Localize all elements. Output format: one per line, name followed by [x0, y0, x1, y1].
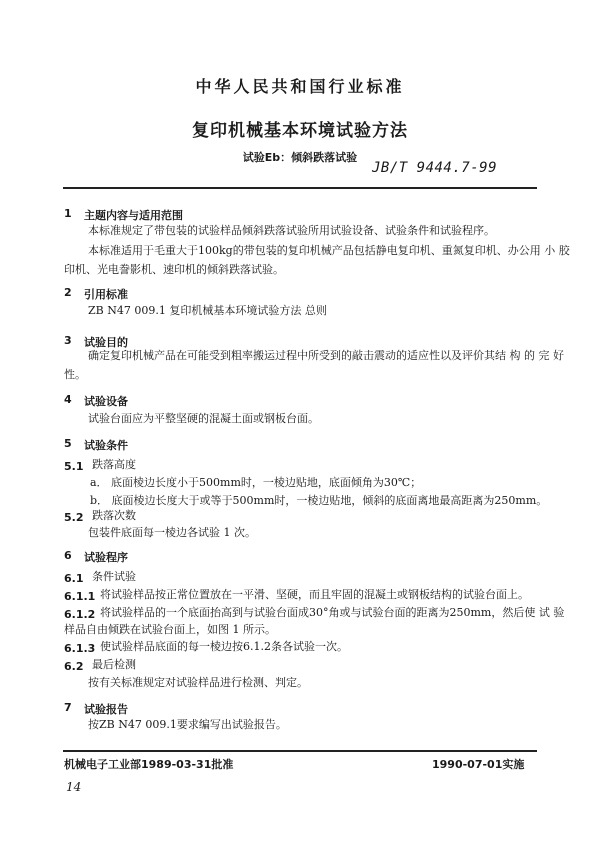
section-5-1-item-b: b． 底面棱边长度大于或等于500mm时，一棱边贴地，倾斜的底面离地最高距离为250mm。: [90, 494, 548, 507]
section-1-para-2a: 本标准适用于毛重大于100kg的带包装的复印机械产品包括静电复印机、重氮复印机、办公用 小 胶: [88, 244, 570, 257]
section-6-2-title: 最后检测: [92, 658, 136, 671]
section-5-2-title: 跌落次数: [92, 509, 136, 522]
section-5-2-number: 5.2: [64, 511, 84, 524]
section-6-2-para: 按有关标准规定对试验样品进行检测、判定。: [88, 676, 308, 689]
document-subtitle: 试验Eb：倾斜跌落试验: [242, 151, 358, 164]
section-6-heading: 试验程序: [84, 551, 128, 564]
section-6-1-2-text-a: 将试验样品的一个底面抬高到与试验台面成30°角或与试验台面的距离为250mm，然后使 试 验: [100, 606, 565, 619]
footer-divider: [63, 750, 537, 752]
section-7-number: 7: [64, 701, 72, 714]
section-3-para-1a: 确定复印机械产品在可能受到粗率搬运过程中所受到的敲击震动的适应性以及评价其结 构 的 完 好: [88, 349, 564, 362]
section-4-para-1: 试验台面应为平整坚硬的混凝土面或钢板台面。: [88, 412, 319, 425]
section-6-1-2-number: 6.1.2: [64, 608, 96, 621]
section-6-1-3-number: 6.1.3: [64, 642, 96, 655]
section-3-number: 3: [64, 334, 72, 347]
section-6-number: 6: [64, 549, 72, 562]
section-5-1-number: 5.1: [64, 460, 84, 473]
document-title: 复印机械基本环境试验方法: [192, 121, 408, 141]
section-2-heading: 引用标准: [84, 288, 128, 301]
section-3-heading: 试验目的: [84, 336, 128, 349]
section-6-1-1-text: 将试验样品按正常位置放在一平滑、坚硬，而且牢固的混凝土或钢板结构的试验台面上。: [100, 588, 529, 601]
section-5-number: 5: [64, 437, 72, 450]
section-4-heading: 试验设备: [84, 395, 128, 408]
section-1-number: 1: [64, 207, 72, 220]
section-7-para-1: 按ZB N47 009.1要求编写出试验报告。: [88, 718, 287, 731]
section-6-1-1-number: 6.1.1: [64, 590, 96, 603]
section-7-heading: 试验报告: [84, 703, 128, 716]
page-number: 14: [66, 780, 82, 794]
effective-date: 1990-07-01实施: [432, 758, 525, 771]
section-5-2-para: 包装件底面每一棱边各试验 1 次。: [88, 526, 256, 539]
section-6-1-number: 6.1: [64, 572, 84, 585]
section-2-para-1: ZB N47 009.1 复印机械基本环境试验方法 总则: [88, 304, 327, 317]
section-1-heading: 主题内容与适用范围: [84, 209, 183, 222]
section-5-1-title: 跌落高度: [92, 458, 136, 471]
section-4-number: 4: [64, 393, 72, 406]
section-6-1-2-text-b: 样品自由倾跌在试验台面上，如图 1 所示。: [64, 623, 276, 636]
section-5-1-item-a: a． 底面棱边长度小于500mm时，一棱边贴地，底面倾角为30℃；: [90, 476, 422, 489]
standard-code: JB/T 9444.7-99: [372, 160, 498, 176]
approval-note: 机械电子工业部1989-03-31批准: [64, 758, 234, 771]
section-1-para-2b: 印机、光电誊影机、速印机的倾斜跌落试验。: [64, 263, 284, 276]
section-6-1-title: 条件试验: [92, 570, 136, 583]
section-5-heading: 试验条件: [84, 439, 128, 452]
section-1-para-1: 本标准规定了带包装的试验样品倾斜跌落试验所用试验设备、试验条件和试验程序。: [88, 224, 495, 237]
section-2-number: 2: [64, 286, 72, 299]
section-6-1-3-text: 使试验样品底面的每一棱边按6.1.2条各试验一次。: [100, 640, 348, 653]
section-6-2-number: 6.2: [64, 660, 84, 673]
header-divider: [63, 187, 537, 189]
section-3-para-1b: 性。: [64, 368, 86, 381]
standard-category-title: 中华人民共和国行业标准: [195, 77, 405, 96]
